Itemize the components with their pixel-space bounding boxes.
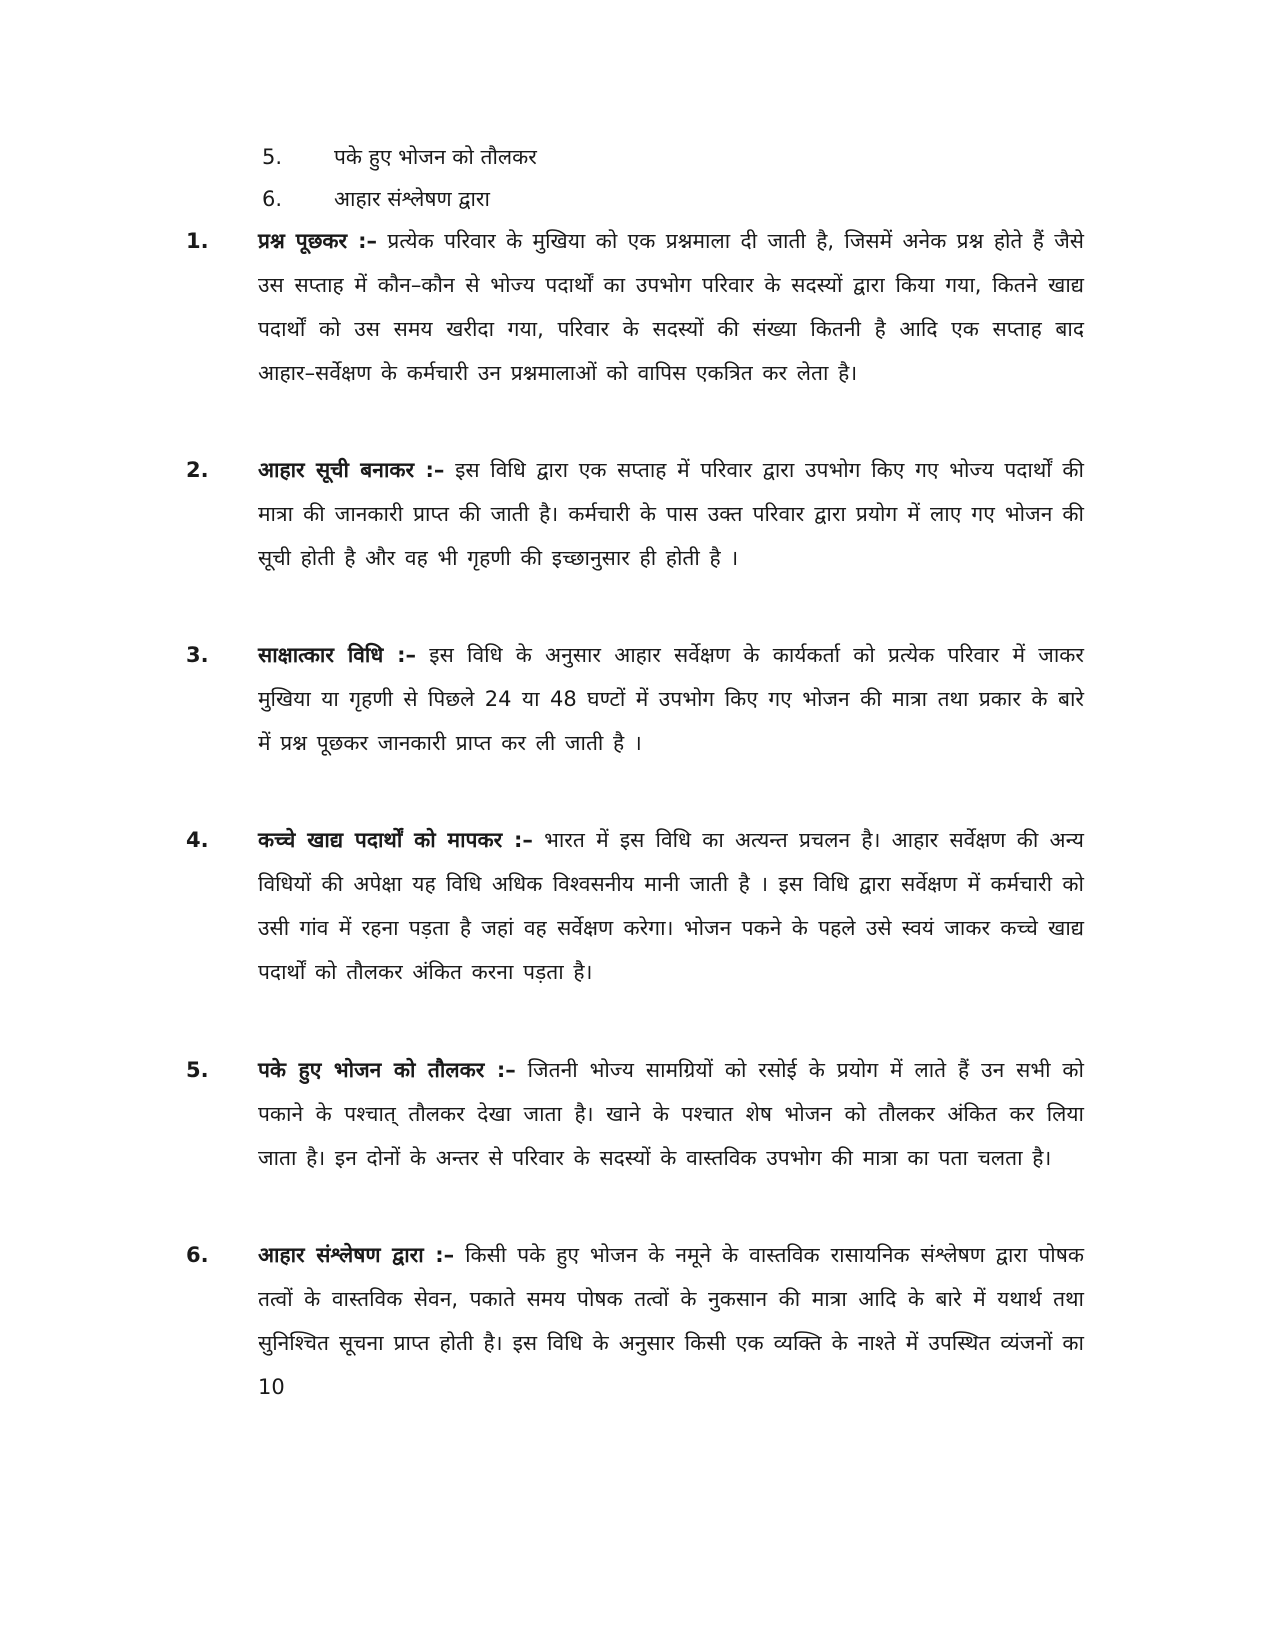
- section-body: [258, 448, 1084, 580]
- section-number: 6.: [186, 1243, 209, 1267]
- section-body: [258, 818, 1084, 994]
- sub-list-text: आहार संश्लेषण द्वारा: [334, 187, 490, 211]
- section-text: जितनी भोज्य सामग्रियों को रसोई के प्रयोग में लाते हैं उन सभी को पकाने के पश्चात् तौलकर देखा जाता है। खाने के पश्चात शेष भोजन को तौलकर अंकित कर लिया जाता है। इन दोनों के अन्तर से परिवार के सदस्यों के वास्तविक उपभोग की मात्रा का पता चलता है।: [258, 1058, 1084, 1170]
- section-heading: आहार सूची बनाकर :–: [258, 458, 445, 482]
- section-heading: पके हुए भोजन को तौलकर :–: [258, 1058, 516, 1082]
- section-2: [186, 448, 1086, 580]
- section-text: प्रत्येक परिवार के मुखिया को एक प्रश्नमाला दी जाती है, जिसमें अनेक प्रश्न होते हैं जैसे उस सप्ताह में कौन–कौन से भोज्य पदार्थों का उपभोग परिवार के सदस्यों द्वारा किया गया, कितने खाद्य पदार्थों को उस समय खरीदा गया, परिवार के सदस्यों की संख्या कितनी है आदि एक सप्ताह बाद आहार–सर्वेक्षण के कर्मचारी उन प्रश्नमालाओं को वापिस एकत्रित कर लेता है।: [258, 229, 1084, 385]
- section-heading: प्रश्न पूछकर :–: [258, 229, 378, 253]
- sub-list-number: 5.: [262, 145, 283, 169]
- section-text: भारत में इस विधि का अत्यन्त प्रचलन है। आहार सर्वेक्षण की अन्य विधियों की अपेक्षा यह विधि अधिक विश्वसनीय मानी जाती है । इस विधि द्वारा सर्वेक्षण में कर्मचारी को उसी गांव में रहना पड़ता है जहां वह सर्वेक्षण करेगा। भोजन पकने के पहले उसे स्वयं जाकर कच्चे खाद्य पदार्थों को तौलकर अंकित करना पड़ता है।: [258, 828, 1084, 984]
- sub-list-number: 6.: [262, 187, 283, 211]
- sub-list-text: पके हुए भोजन को तौलकर: [334, 145, 537, 169]
- section-5: [186, 1048, 1086, 1180]
- section-heading: साक्षात्कार विधि :–: [258, 643, 417, 667]
- section-body: [258, 1048, 1084, 1180]
- section-heading: कच्चे खाद्य पदार्थों को मापकर :–: [258, 828, 533, 852]
- sub-list-item: [262, 142, 537, 172]
- section-6: [186, 1233, 1086, 1409]
- section-text: इस विधि द्वारा एक सप्ताह में परिवार द्वारा उपभोग किए गए भोज्य पदार्थों की मात्रा की जानकारी प्राप्त की जाती है। कर्मचारी के पास उक्त परिवार द्वारा प्रयोग में लाए गए भोजन की सूची होती है और वह भी गृहणी की इच्छानुसार ही होती है ।: [258, 458, 1084, 570]
- section-3: [186, 633, 1086, 765]
- section-4: [186, 818, 1086, 994]
- sub-list-item: [262, 184, 490, 214]
- section-number: 3.: [186, 643, 209, 667]
- section-text: इस विधि के अनुसार आहार सर्वेक्षण के कार्यकर्ता को प्रत्येक परिवार में जाकर मुखिया या गृहणी से पिछले 24 या 48 घण्टों में उपभोग किए गए भोजन की मात्रा तथा प्रकार के बारे में प्रश्न पूछकर जानकारी प्राप्त कर ली जाती है ।: [258, 643, 1084, 755]
- section-1: [186, 219, 1086, 395]
- section-number: 4.: [186, 828, 209, 852]
- section-number: 5.: [186, 1058, 209, 1082]
- section-body: [258, 633, 1084, 765]
- section-body: [258, 219, 1084, 395]
- section-body: [258, 1233, 1084, 1409]
- section-heading: आहार संश्लेषण द्वारा :–: [258, 1243, 455, 1267]
- section-number: 2.: [186, 458, 209, 482]
- section-text: किसी पके हुए भोजन के नमूने के वास्तविक रासायनिक संश्लेषण द्वारा पोषक तत्वों के वास्तविक सेवन, पकाते समय पोषक तत्वों के नुकसान की मात्रा आदि के बारे में यथार्थ तथा सुनिश्चित सूचना प्राप्त होती है। इस विधि के अनुसार किसी एक व्यक्ति के नाश्ते में उपस्थित व्यंजनों का 10: [258, 1243, 1085, 1399]
- section-number: 1.: [186, 229, 209, 253]
